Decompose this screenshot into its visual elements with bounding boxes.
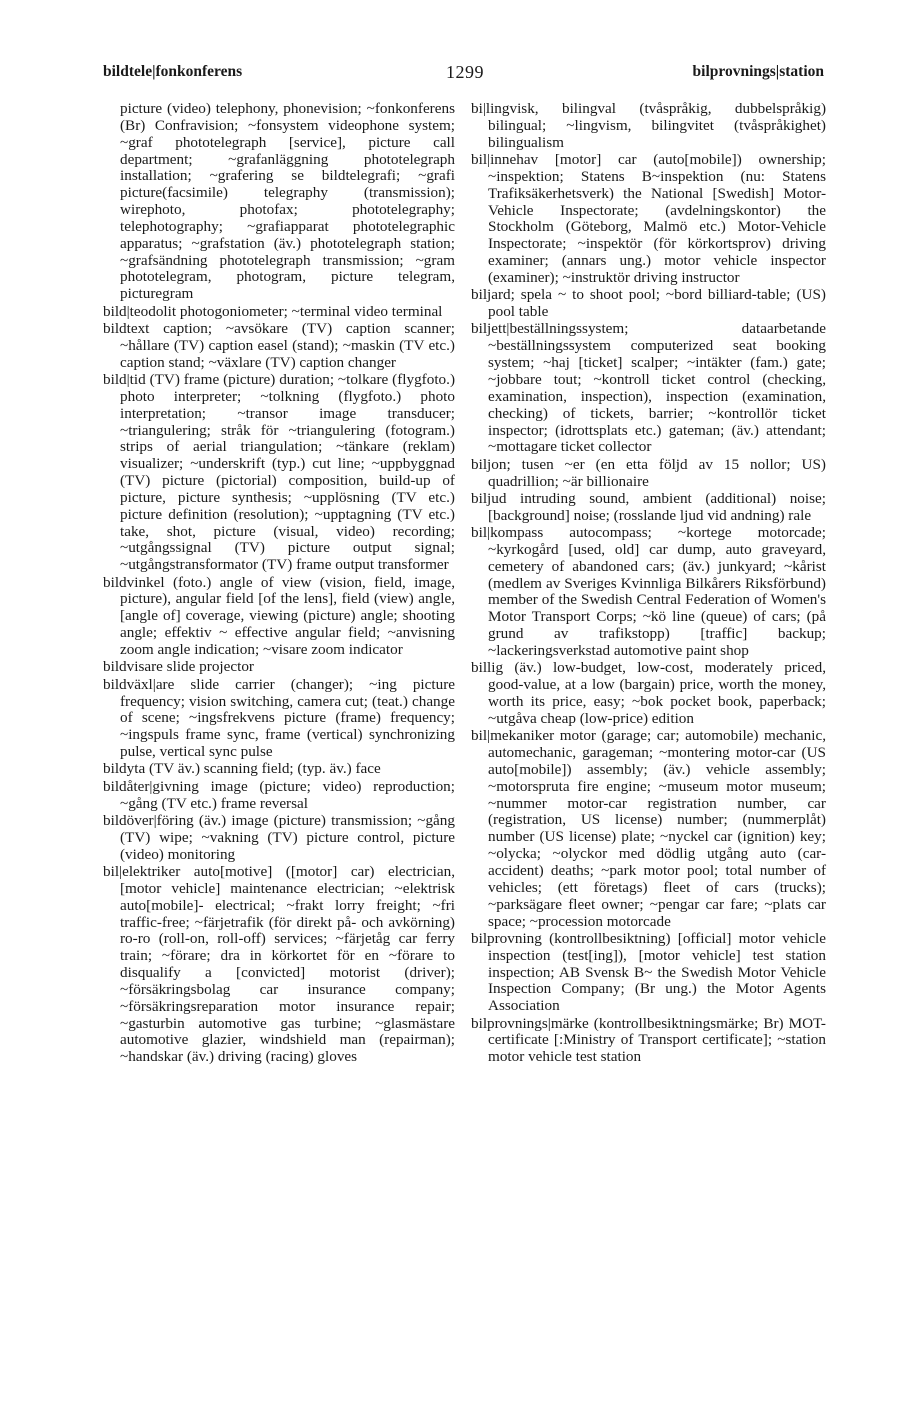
page-number: 1299: [446, 62, 484, 82]
dictionary-entry: bil|elektriker auto[motive] ([motor] car) electrician, [motor vehicle] maintenance electrician; ~elektrisk auto[mobile]- electrical; ~frakt lorry freight; ~fri traffic-free; ~färjetrafik (för direkt på- och avkörning) ro-ro (roll-on, roll-off) services; ~färjetåg car ferry train; ~förare; dra in körkortet för en ~förare to disqualify a [convicted] motorist (driver); ~försäkringsbolag car insurance company; ~försäkringsreparation motor insurance repair; ~gasturbin automotive gas turbine; ~glasmästare automotive glazier, windshield man (repairman); ~handskar (äv.) driving (racing) gloves: [103, 862, 455, 1066]
dictionary-entry: biljard; spela ~ to shoot pool; ~bord billiard-table; (US) pool table: [471, 286, 826, 321]
right-column: [471, 101, 826, 1067]
dictionary-entry: bil|kompass autocompass; ~kortege motorcade; ~kyrkogård [used, old] car dump, auto graveyard, cemetery of abandoned cars; (äv.) junkyard; ~kårist (medlem av Sveriges Kvinnliga Bilkårers Riksförbund) member of the Swedish Central Federation of Women's Motor Transport Corps; ~kö line (queue) of cars; (på grund av trafikstopp) [traffic] backup; ~lackeringsverkstad automotive paint shop: [471, 524, 826, 659]
dictionary-entry: bildvisare slide projector: [103, 658, 254, 676]
right-guideword: bilprovnings|station: [692, 63, 824, 80]
dictionary-entry: bi|lingvisk, bilingval (tvåspråkig, dubbelspråkig) bilingual; ~lingvism, bilingvitet (tvåspråkighet) bilingualism: [471, 100, 826, 151]
left-column: [103, 101, 455, 1067]
dictionary-entry: bildvinkel (foto.) angle of view (vision, field, image, picture), angular field [of the lens], field (view) angle, [angle of] coverage, viewing (picture) angle; shooting angle; effektiv ~ effective angular field; ~anvisning zoom angle indication; ~visare zoom indicator: [103, 573, 455, 658]
dictionary-entry: biljett|beställningssystem; dataarbetande ~beställningssystem computerized seat booking system; ~haj [ticket] scalper; ~intäkter (fam.) gate; ~jobbare tout; ~kontroll ticket control (checking, examination, inspection), inspection (examination, checking) of tickets, barrier; ~kontrollör ticket inspector; (idrottsplats etc.) gateman; (äv.) attendant; ~mottagare ticket collector: [471, 320, 826, 456]
dictionary-entry: bild|teodolit photogoniometer; ~terminal video terminal: [103, 302, 443, 320]
dictionary-entry: bildtext caption; ~avsökare (TV) caption scanner; ~hållare (TV) caption easel (stand); ~maskin (TV etc.) caption stand; ~växlare (TV) caption changer: [103, 319, 455, 371]
dictionary-entry: biljon; tusen ~er (en etta följd av 15 nollor; US) quadrillion; ~är billionaire: [471, 455, 826, 490]
dictionary-entry: bilprovnings|märke (kontrollbesiktningsmärke; Br) MOT-certificate [:Ministry of Transport certificate]; ~station motor vehicle test station: [471, 1014, 826, 1066]
dictionary-entry: bildåter|givning image (picture; video) reproduction; ~gång (TV etc.) frame reversal: [103, 777, 455, 812]
dictionary-entry: bilprovning (kontrollbesiktning) [official] motor vehicle inspection (test[ing]), [motor vehicle] test station inspection; AB Svensk B~ the Swedish Motor Vehicle Inspection Company; (Br ung.) the Motor Agents Association: [471, 929, 826, 1015]
dictionary-entry: bildöver|föring (äv.) image (picture) transmission; ~gång (TV) wipe; ~vakning (TV) picture control, picture (video) monitoring: [103, 811, 455, 863]
dictionary-entry: picture (video) telephony, phonevision; ~fonkonferens (Br) Confravision; ~fonsystem videophone system; ~graf phototelegraph [service], picture call department; ~grafanläggning phototelegraph installation; ~grafering se bildtelegrafi; ~grafi picture(facsimile) telegraphy (transmission); wirephoto, photofax; phototelegraphy; telephotography; ~grafiapparat phototelegraphic apparatus; ~grafstation (äv.) phototelegraph station; ~grafsändning phototelegraph transmission; ~gram phototelegram, photogram, picture telegram, picturegram: [120, 100, 455, 303]
dictionary-entry: biljud intruding sound, ambient (additional) noise; [background] noise; (rosslande ljud vid andning) rale: [471, 489, 826, 524]
dictionary-entry: bildväxl|are slide carrier (changer); ~ing picture frequency; vision switching, camera cut; (teat.) change of scene; ~ingsfrekvens picture (frame) frequency; ~ingspuls frame sync, frame (vertical) synchronizing pulse, vertical sync pulse: [103, 675, 455, 761]
dictionary-entry: bildyta (TV äv.) scanning field; (typ. äv.) face: [103, 760, 381, 778]
left-guideword: bildtele|fonkonferens: [103, 63, 243, 80]
dictionary-entry: bil|mekaniker motor (garage; car; automobile) mechanic, automechanic, garageman; ~montering motor-car (US auto[mobile]) assembly; (äv.) vehicle assembly; ~motorspruta fire engine; ~museum motor museum; ~nummer motor-car registration number, car (registration, US license) number; (nummerplåt) number (US license) plate; ~nyckel car (ignition) key; ~olycka; ~olyckor med dödlig utgång auto (car-accident) deaths; ~park motor pool; total number of vehicles; (ett företags) fleet of cars (trucks); ~parksägare fleet owner; ~pengar car fare; ~plats car space; ~procession motorcade: [471, 727, 826, 930]
dictionary-entry: billig (äv.) low-budget, low-cost, moderately priced, good-value, at a low (bargain) price, worth the money, worth its price, easy; ~bok pocket book, paperback; ~utgåva cheap (low-price) edition: [471, 659, 826, 727]
dictionary-entry: bil|innehav [motor] car (auto[mobile]) ownership; ~inspektion; Statens B~inspektion (nu: Statens Trafiksäkerhetsverk) the National [Swedish] Motor-Vehicle Inspectorate; (avdelningskontor) the Stockholm (Göteborg, Malmö etc.) Motor-Vehicle Inspectorate; ~inspektör (för körkortsprov) driving examiner; (annars ung.) motor vehicle inspector (examiner); ~instruktör driving instructor: [471, 151, 826, 286]
dictionary-entry: bild|tid (TV) frame (picture) duration; ~tolkare (flygfoto.) photo interpreter; ~tolkning (flygfoto.) photo interpretation; ~transor image transducer; ~triangulering; stråk för ~triangulering (fotogram.) strips of aerial triangulation; ~tänkare (reklam) visualizer; ~underskrift (typ.) cut line; ~uppbyggnad (TV) picture (pictorial) composition, build-up of picture, picture synthesis; ~upplösning (TV etc.) picture definition (resolution); ~upptagning (TV etc.) take, shot, picture (visual, video) recording; ~utgångssignal (TV) picture output signal; ~utgångstransformator (TV) frame output transformer: [103, 371, 455, 574]
